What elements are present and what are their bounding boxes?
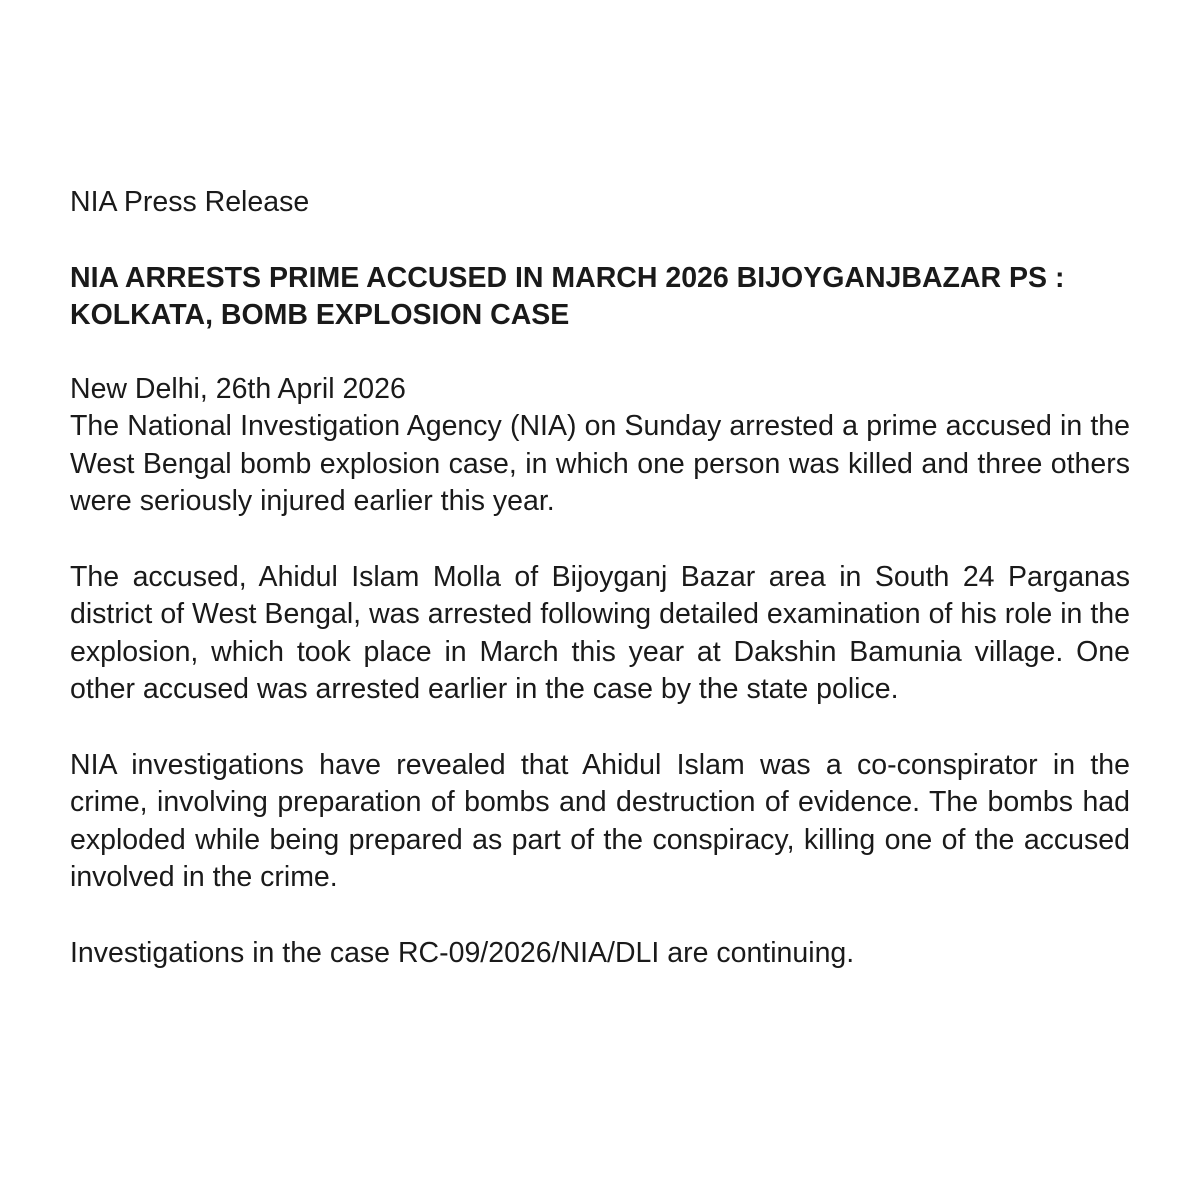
paragraph-case-status: Investigations in the case RC-09/2026/NIA/DLI are continuing. (70, 936, 855, 969)
paragraph-arrest-summary: The National Investigation Agency (NIA) on Sunday arrested a prime accused in the West Bengal bomb explosion case, in which one person was killed and three others were seriously injured earlier this year. (70, 410, 1130, 517)
document-label: NIA Press Release (70, 186, 310, 218)
dateline: New Delhi, 26th April 2026 (70, 372, 406, 405)
press-release (70, 184, 1130, 972)
paragraph-accused-details: The accused, Ahidul Islam Molla of Bijoyganj Bazar area in South 24 Parganas district of West Bengal, was arrested following detailed examination of his role in the explosion, which took place in March this year at Dakshin Bamunia village. One other accused was arrested earlier in the case by the state police. (70, 560, 1130, 705)
headline: NIA ARRESTS PRIME ACCUSED IN MARCH 2026 BIJOYGANJBAZAR PS : KOLKATA, BOMB EXPLOSION CASE (70, 261, 1065, 331)
paragraph-investigation-findings: NIA investigations have revealed that Ahidul Islam was a co-conspirator in the crime, involving preparation of bombs and destruction of evidence. The bombs had exploded while being prepared as part of the conspiracy, killing one of the accused involved in the crime. (70, 748, 1130, 893)
